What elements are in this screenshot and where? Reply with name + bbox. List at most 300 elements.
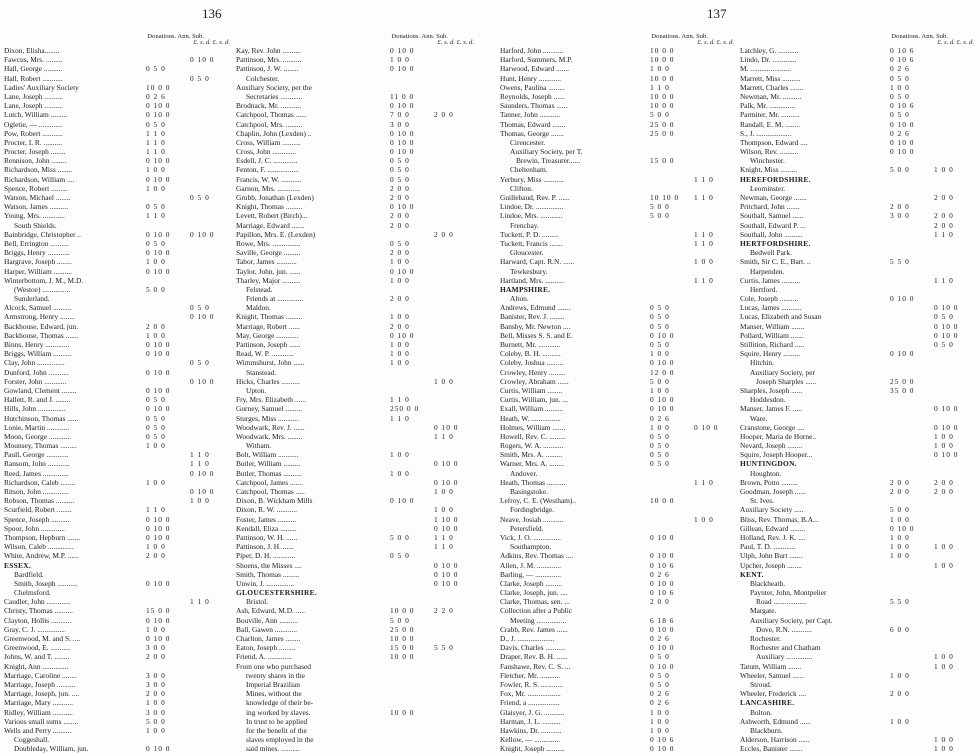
subscriber-row [4, 303, 232, 312]
subscriber-name: Hills, John ............... [4, 404, 66, 414]
subscriber-row [740, 432, 976, 441]
donation-amount: 0 5 0 [890, 91, 910, 101]
subscriber-row [740, 505, 976, 514]
subscriber-name: Heath, W. ................ [500, 413, 561, 423]
place-heading [236, 441, 476, 450]
subscriber-row [236, 202, 476, 211]
subscriber-row [4, 230, 232, 239]
subscriber-name: Taylor, John, jun. ...... [236, 266, 301, 276]
donation-amount: 0 2 6 [146, 91, 166, 101]
place-heading [500, 184, 736, 193]
subscriber-name: Charlton, James ........ [236, 634, 301, 643]
subscriber-name: Exall, William .......... [500, 404, 564, 414]
subscriber-row [236, 524, 476, 533]
subscriber-name: Lucas, Elizabeth and Susan [740, 312, 822, 322]
subscriber-row [4, 248, 232, 257]
annual-subscription: 1 1 0 [694, 477, 714, 487]
subscriber-name: Fordingbridge. [510, 505, 555, 515]
donation-amount: 0 10 0 [650, 661, 675, 671]
subscriber-name: Knight, Joseph .......... [500, 744, 565, 753]
annual-subscription: 1 0 0 [934, 165, 954, 175]
subscriber-row [236, 156, 476, 165]
donation-amount: 0 5 0 [650, 450, 670, 460]
subscriber-name: Lane, Joseph .......... [4, 91, 63, 101]
donation-amount: 35 0 0 [890, 385, 915, 395]
subscriber-name: Lane, Joseph .......... [4, 101, 63, 111]
annual-subscription: 1 1 0 [190, 597, 210, 607]
subscriber-row [740, 404, 976, 413]
donation-amount: 0 5 0 [146, 431, 166, 441]
donation-amount: 0 10 0 [890, 119, 915, 129]
subscriber-row [4, 285, 232, 294]
donation-amount: 5 0 0 [650, 211, 670, 221]
subscriber-row [500, 533, 736, 542]
place-heading [500, 469, 736, 478]
place-heading [740, 643, 976, 652]
subscriber-row [4, 368, 232, 377]
subscriber-row [500, 322, 736, 331]
subscriber-name: Tanner, John ........... [500, 110, 560, 120]
subscriber-row [740, 257, 976, 266]
subscriber-name: Paynter, John, Montpelier [750, 588, 827, 598]
subscriber-row [236, 423, 476, 432]
subscriber-row [4, 671, 232, 680]
subscriber-row [500, 129, 736, 138]
subscriber-name: Lonie, Martin ............ [4, 422, 70, 432]
subscriber-row [500, 193, 736, 202]
annual-subscription: 0 5 0 [934, 312, 954, 322]
subscriber-name: Scurfield, Robert ........ [4, 505, 72, 515]
subscriber-row [500, 515, 736, 524]
donation-amount: 0 10 0 [146, 385, 171, 395]
donation-amount: 0 5 0 [390, 551, 410, 561]
donation-amount: 0 10 0 [146, 248, 171, 258]
subscriber-row [4, 129, 232, 138]
subscriber-name: Southampton. [510, 542, 552, 552]
subscriber-name: HAMPSHIRE. [500, 284, 551, 294]
subscriber-name: Hargrave, Joseph ........ [4, 257, 72, 267]
subscriber-name: Ladies' Auxiliary Society [4, 82, 79, 92]
donation-amount: 0 10 0 [390, 46, 415, 55]
subscriber-name: Collection after a Public [500, 606, 573, 616]
donation-amount: 0 10 6 [650, 560, 675, 570]
donation-amount: 0 10 0 [650, 578, 675, 588]
subscriber-name: Ransom, John ............ [4, 459, 70, 469]
subscriber-row [500, 92, 736, 101]
subscriber-name: Lefroy, C. E. (Westham).. [500, 496, 577, 506]
subscriber-row [740, 202, 976, 211]
donation-amount: 1 1 0 [390, 413, 410, 423]
subscriber-row [4, 110, 232, 119]
subscriber-name: Binns, Henry ............. [4, 340, 70, 349]
subscriber-row [236, 294, 476, 303]
subscriber-row [500, 414, 736, 423]
subscriber-name: Manser, James F. ..... [740, 404, 802, 414]
subscriber-name: Knight, Ann .............. [4, 661, 69, 671]
subscriber-row [236, 312, 476, 321]
donation-amount: 0 2 6 [650, 634, 670, 643]
donation-amount: 0 10 0 [146, 349, 171, 359]
subscriber-name: for the benefit of the [246, 725, 307, 735]
place-heading [500, 221, 736, 230]
subscriber-name: knowledge of their be- [246, 698, 314, 708]
subscriber-name: HEREFORDSHIRE. [740, 174, 811, 184]
donation-amount: 10 0 0 [650, 101, 675, 111]
subscriber-name: Paull, George ............ [4, 450, 69, 460]
subscriber-name: Gowland, Clement ........ [4, 385, 77, 395]
county-heading [740, 698, 976, 707]
donation-amount: 0 10 0 [650, 551, 675, 561]
county-heading [740, 570, 976, 579]
subscriber-name: Winchester. [750, 156, 785, 166]
annual-subscription: 2 0 0 [434, 229, 454, 239]
subscriber-row [236, 138, 476, 147]
donation-amount: 0 5 0 [146, 238, 166, 248]
donation-amount: 0 10 0 [146, 367, 171, 377]
subscriber-row [4, 202, 232, 211]
annual-subscription: 1 1 0 [694, 174, 714, 184]
annual-subscription: 1 1 0 [434, 542, 454, 552]
subscriber-row [740, 561, 976, 570]
place-heading [4, 294, 232, 303]
donation-amount: 0 10 6 [890, 55, 915, 65]
subscriber-row [4, 74, 232, 83]
subscriber-row [4, 469, 232, 478]
donation-amount: 0 2 6 [890, 64, 910, 74]
place-heading [740, 395, 976, 404]
subscriber-name: Meeting ................ [510, 615, 567, 625]
donation-amount: 1 0 0 [390, 349, 410, 359]
donation-amount: 6 18 6 [650, 615, 675, 625]
subscriber-name: Gloucester. [510, 248, 544, 258]
subscriber-row [500, 441, 736, 450]
donation-amount: 5 0 0 [146, 284, 166, 294]
subscriber-row [236, 322, 476, 331]
subscriber-name: Smith, Mrs. A. ......... [500, 450, 563, 460]
subscriber-name: Sharples, Joseph ...... [740, 385, 803, 395]
subscriber-row [740, 110, 976, 119]
donation-amount: 1 0 0 [390, 358, 410, 368]
subscriber-name: Eaton, Joseph ......... [236, 643, 296, 653]
donation-amount: 1 0 0 [390, 257, 410, 267]
subscriber-row [500, 643, 736, 652]
annual-subscription: 2 0 0 [934, 487, 954, 496]
subscriber-row [500, 423, 736, 432]
subscriber-name: Moon, George ............ [4, 431, 71, 441]
subscriber-name: Lucas, James ........... [740, 303, 802, 313]
donation-amount: 0 5 0 [390, 156, 410, 166]
donation-amount: 0 10 0 [650, 404, 675, 414]
subscriber-row [740, 524, 976, 533]
subscriber-name: Southall, Edward P. ... [740, 220, 806, 230]
subscriber-name: HERTFORDSHIRE. [740, 238, 811, 248]
subscriber-name: Wilson, Rev. .......... [740, 147, 799, 157]
subscriber-row [236, 129, 476, 138]
subscriber-name: Neave, Josiah ........... [500, 514, 564, 524]
donation-amount: 1 0 0 [890, 532, 910, 542]
place-heading [4, 221, 232, 230]
subscriber-row [740, 303, 976, 312]
donation-amount: 0 10 6 [890, 101, 915, 111]
place-heading [500, 542, 736, 551]
donation-amount: 1 0 0 [146, 477, 166, 487]
donation-amount: 1 0 0 [650, 716, 670, 726]
donation-amount: 2 0 0 [650, 597, 670, 607]
subscriber-row [4, 542, 232, 551]
subscriber-name: Dixon, B. Wickham Mills [236, 496, 313, 506]
subscriber-name: Sturges, Miss ........... [236, 413, 299, 423]
donation-amount: 0 5 0 [146, 202, 166, 212]
subscriber-name: Cheltenham. [510, 165, 548, 175]
page-number-left: 136 [202, 6, 222, 21]
place-heading [740, 588, 976, 597]
subscriber-row [500, 331, 736, 340]
subscriber-name: Cranstone, George .... [740, 422, 805, 432]
place-heading [740, 469, 976, 478]
subscriber-name: Friends at .............. [246, 294, 304, 304]
subscriber-name: Auxiliary Society, per Capt. [750, 615, 833, 625]
subscriber-name: Allen, J. M. ............. [500, 560, 561, 570]
subscriber-row [500, 735, 736, 744]
subscriber-row [740, 551, 976, 560]
subscriber-name: Road .................. [756, 597, 807, 607]
subscriber-row [4, 92, 232, 101]
subscriber-row [740, 487, 976, 496]
subscriber-name: Smith, Thomas ......... [236, 569, 300, 579]
donation-amount: 1 0 0 [650, 385, 670, 395]
place-heading [500, 248, 736, 257]
subscriber-name: Ritson, John .............. [4, 487, 69, 496]
subscriber-row [236, 570, 476, 579]
column-header-units: £. s. d. £. s. d. [697, 39, 734, 46]
subscriber-name: Kellow, — .............. [500, 735, 561, 745]
subscriber-row [236, 340, 476, 349]
donation-amount: 1 1 0 [146, 128, 166, 138]
subscriber-row [740, 515, 976, 524]
donation-amount: 0 10 0 [146, 340, 171, 349]
subscriber-name: Brown, Potto ......... [740, 477, 798, 487]
donation-amount: 3 0 0 [146, 707, 166, 717]
donation-amount: 0 10 0 [390, 330, 415, 340]
subscriber-row [500, 662, 736, 671]
subscriber-row [500, 101, 736, 110]
subscriber-row [740, 92, 976, 101]
subscriber-name: Rochester. [750, 634, 781, 643]
subscriber-name: Tuckett, P. D. ......... [500, 229, 559, 239]
subscriber-row [236, 643, 476, 652]
subscriber-row [500, 368, 736, 377]
subscriber-row [500, 726, 736, 735]
subscriber-name: Coleby, Joshua ......... [500, 358, 564, 368]
subscriber-name: Clarke, Joseph, jun. .... [500, 588, 568, 598]
subscriber-name: Owens, Paulina ......... [500, 82, 565, 92]
subscriber-row [236, 551, 476, 560]
subscriber-name: Hawkins, Dr. ........... [500, 725, 562, 735]
donation-amount: 0 10 0 [146, 266, 171, 276]
donation-amount: 1 0 0 [146, 441, 166, 451]
subscriber-name: Hall, George .......... [4, 64, 63, 74]
subscriber-row [500, 349, 736, 358]
donation-amount: 0 5 0 [650, 321, 670, 331]
subscriber-name: Eccles, Banister ....... [740, 744, 803, 753]
subscriber-name: Harpenden. [750, 266, 785, 276]
subscriber-name: Hooper, Maria de Horne.. [740, 431, 817, 441]
subscriber-row [4, 340, 232, 349]
subscriber-row [740, 193, 976, 202]
subscriber-row [4, 441, 232, 450]
donation-amount: 1 0 0 [390, 340, 410, 349]
subscriber-name: Upcher, Joseph ........ [740, 560, 802, 570]
subscriber-row [4, 120, 232, 129]
subscriber-name: Shoens, the Misses .... [236, 560, 302, 570]
subscriber-name: Alderson, Harrison ...... [740, 735, 810, 745]
subscriber-row [4, 634, 232, 643]
subscriber-name: Fletcher, Mr. ........... [500, 670, 561, 680]
donation-amount: 11 0 0 [390, 91, 415, 101]
donation-amount: 0 5 0 [146, 395, 166, 405]
subscriber-name: Glaisyer, J. G. ........... [500, 707, 565, 717]
subscriber-name: Thompson, Edward .... [740, 137, 808, 147]
donation-amount: 0 10 0 [146, 110, 171, 120]
donation-amount: 10 0 0 [390, 634, 415, 643]
donation-amount: 0 10 0 [390, 266, 415, 276]
subscriber-name: Hartland, Mrs. .......... [500, 275, 564, 285]
place-heading [740, 184, 976, 193]
subscriber-row [500, 551, 736, 560]
subscriber-name: Upton. [246, 385, 267, 395]
subscriber-name: Fowler, R. S. ............ [500, 679, 563, 689]
subscriber-row [500, 156, 736, 165]
annual-subscription: 1 1 0 [694, 275, 714, 285]
annual-subscription: 0 5 0 [190, 73, 210, 83]
annual-subscription: 0 10 0 [190, 312, 215, 322]
annual-subscription: 1 1 0 [190, 450, 210, 460]
donation-amount: 0 5 0 [390, 174, 410, 184]
subscriber-row [236, 496, 476, 505]
subscriber-row [740, 83, 976, 92]
subscriber-name: Hall, Robert ........... [4, 73, 63, 83]
donation-amount: 1 0 0 [146, 330, 166, 340]
place-heading [740, 248, 976, 257]
annual-subscription: 0 10 0 [934, 303, 959, 313]
subscriber-row [4, 689, 232, 698]
subscriber-row [4, 551, 232, 560]
subscriber-name: From one who purchased [236, 661, 311, 671]
subscriber-name: Brewin, Treasurer...... [516, 156, 581, 166]
subscriber-name: Vick, J. O. ............... [500, 532, 561, 542]
place-heading [740, 496, 976, 505]
subscriber-name: Pattinson, J. W. ........ [236, 64, 299, 74]
subscriber-name: Rennison, John ........ [4, 156, 67, 166]
place-heading [4, 588, 232, 597]
place-heading [740, 726, 976, 735]
subscriber-row [236, 110, 476, 119]
donation-amount: 0 10 0 [650, 395, 675, 405]
subscriber-row [236, 561, 476, 570]
place-heading [500, 147, 736, 156]
annual-subscription: 1 1 0 [934, 229, 954, 239]
annual-subscription: 0 10 0 [434, 459, 459, 469]
annual-subscription: 1 0 0 [934, 744, 954, 753]
subscriber-name: Joseph Sharples ...... [756, 376, 817, 386]
annual-subscription: 0 10 0 [934, 450, 959, 460]
subscriber-row [740, 221, 976, 230]
subscriber-name: Auxiliary Society, per the [236, 82, 312, 92]
subscriber-name: Caudler, John ............. [4, 597, 71, 607]
subscriber-row [236, 652, 476, 661]
place-heading [500, 487, 736, 496]
subscriber-row [4, 478, 232, 487]
donation-amount: 2 0 0 [390, 294, 410, 304]
subscriber-name: Gray, C. J. ............... [4, 624, 65, 634]
subscriber-name: Harford, John ........... [500, 46, 564, 55]
donation-amount: 0 2 6 [650, 413, 670, 423]
subscriber-name: Knight, Thomas ......... [236, 202, 303, 212]
donation-amount: 2 0 0 [390, 211, 410, 221]
subscriber-row [4, 46, 232, 55]
subscriber-name: Woodwark, Mrs. ........ [236, 431, 303, 441]
subscriber-row [236, 230, 476, 239]
subscriber-name: S., J. ................... [740, 128, 792, 138]
place-heading [740, 358, 976, 367]
annual-subscription: 1 0 0 [934, 652, 954, 662]
donation-amount: 0 10 0 [650, 624, 675, 634]
subscriber-name: Blackheath. [750, 578, 786, 588]
subscriber-row [4, 643, 232, 652]
county-heading [500, 285, 736, 294]
subscriber-row [740, 717, 976, 726]
subscriber-row [236, 404, 476, 413]
annual-subscription: 1 1 0 [190, 459, 210, 469]
annual-subscription: 0 10 0 [434, 477, 459, 487]
subscriber-row [500, 202, 736, 211]
subscriber-row [740, 120, 976, 129]
subscriber-row [500, 64, 736, 73]
annual-subscription: 2 0 0 [934, 211, 954, 221]
subscriber-row [236, 478, 476, 487]
donation-amount: 10 0 0 [390, 707, 415, 717]
subscriber-name: Ridley, William ........... [4, 707, 73, 717]
subscriber-row [500, 744, 736, 753]
subscriber-row [740, 312, 976, 321]
annual-subscription: 2 0 0 [434, 110, 454, 120]
annual-subscription: 5 5 0 [434, 643, 454, 653]
subscriber-row [236, 211, 476, 220]
donation-amount: 5 0 0 [146, 716, 166, 726]
donation-amount: 1 0 0 [146, 542, 166, 552]
donation-amount: 0 10 0 [890, 137, 915, 147]
subscriber-name: Hertford. [750, 284, 778, 294]
subscriber-row [236, 487, 476, 496]
subscriber-row [4, 138, 232, 147]
donation-amount: 1 0 0 [650, 422, 670, 432]
subscriber-name: Crowley, Henry ......... [500, 367, 566, 377]
donation-amount: 1 0 0 [390, 468, 410, 478]
donation-amount: 0 10 6 [650, 735, 675, 745]
subscriber-name: Pattinson, Mrs. .......... [236, 55, 302, 65]
county-heading [4, 561, 232, 570]
subscriber-row [4, 432, 232, 441]
place-heading [236, 726, 476, 735]
subscriber-row [740, 423, 976, 432]
subscriber-row [236, 634, 476, 643]
subscriber-name: Smith, Sir C. E., Bart. .. [740, 257, 811, 267]
subscriber-row [740, 129, 976, 138]
donation-amount: 0 10 0 [890, 523, 915, 533]
annual-subscription: 0 10 0 [434, 569, 459, 579]
subscriber-name: Catchpool, James ....... [236, 477, 303, 487]
subscriber-name: Greenwood, E. ........... [4, 643, 71, 653]
